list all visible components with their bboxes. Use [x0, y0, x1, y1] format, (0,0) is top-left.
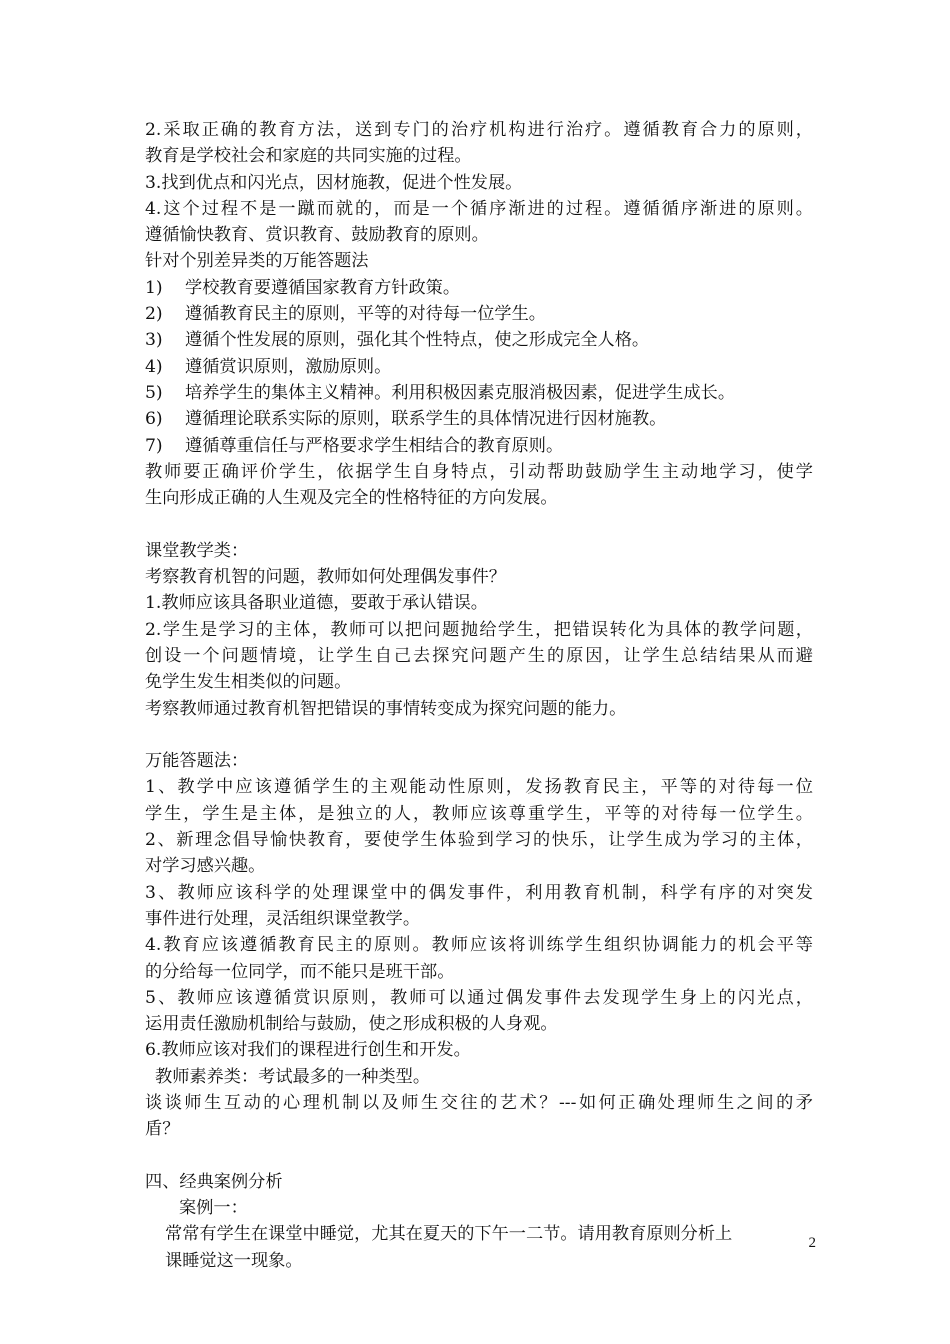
numbered-item	[145, 433, 813, 459]
paragraph-line: 创设一个问题情境，让学生自己去探究问题产生的原因，让学生总结结果从而避	[145, 645, 813, 666]
paragraph-line: 教师素养类：考试最多的一种类型。	[155, 1066, 431, 1087]
paragraph-line: 遵循愉快教育、赏识教育、鼓励教育的原则。	[145, 225, 489, 246]
section-heading: 万能答题法：	[145, 751, 249, 772]
numbered-item	[145, 327, 813, 353]
item-text: 学校教育要遵循国家教育方针政策。	[185, 277, 461, 298]
item-text: 培养学生的集体主义精神。利用积极因素克服消极因素，促进学生成长。	[185, 382, 736, 403]
numbered-item	[145, 354, 813, 380]
paragraph-line: 5、教师应该遵循赏识原则，教师可以通过偶发事件去发现学生身上的闪光点，	[145, 987, 813, 1008]
case-title: 案例一：	[179, 1198, 248, 1219]
paragraph-line: 的分给每一位同学，而不能只是班干部。	[145, 961, 455, 982]
item-text: 遵循尊重信任与严格要求学生相结合的教育原则。	[185, 435, 564, 456]
item-text: 遵循理论联系实际的原则，联系学生的具体情况进行因材施教。	[185, 409, 667, 430]
paragraph-line: 考察教师通过教育机智把错误的事情转变成为探究问题的能力。	[145, 698, 627, 719]
paragraph-line: 运用责任激励机制给与鼓励，使之形成积极的人身观。	[145, 1014, 558, 1035]
paragraph-line: 生向形成正确的人生观及完全的性格特征的方向发展。	[145, 488, 558, 509]
section-heading: 针对个别差异类的万能答题法	[145, 251, 369, 272]
paragraph-line: 2.采取正确的教育方法，送到专门的治疗机构进行治疗。遵循教育合力的原则，	[145, 120, 813, 140]
paragraph-line: 教师要正确评价学生，依据学生自身特点，引动帮助鼓励学生主动地学习，使学	[145, 461, 813, 482]
section-heading: 四、经典案例分析	[145, 1171, 283, 1192]
paragraph-line: 4.教育应该遵循教育民主的原则。教师应该将训练学生组织协调能力的机会平等	[145, 935, 813, 956]
blank-line	[145, 722, 813, 748]
item-number: 3)	[145, 330, 163, 351]
item-number: 2)	[145, 304, 163, 325]
document-body	[145, 117, 813, 1274]
section-heading: 课堂教学类：	[145, 540, 249, 561]
numbered-item	[145, 380, 813, 406]
paragraph-line: 1.教师应该具备职业道德，要敢于承认错误。	[145, 593, 488, 614]
paragraph-line: 2.学生是学习的主体，教师可以把问题抛给学生，把错误转化为具体的教学问题，	[145, 619, 813, 640]
paragraph-line: 对学习感兴趣。	[145, 856, 266, 877]
question-line: 考察教育机智的问题，教师如何处理偶发事件？	[145, 567, 506, 588]
item-number: 6)	[145, 409, 163, 430]
paragraph-line: 谈谈师生互动的心理机制以及师生交往的艺术？---如何正确处理师生之间的矛	[145, 1092, 813, 1113]
paragraph-line: 4.这个过程不是一蹴而就的，而是一个循序渐进的过程。遵循循序渐进的原则。	[145, 198, 813, 219]
paragraph-line: 2、新理念倡导愉快教育，要使学生体验到学习的快乐，让学生成为学习的主体，	[145, 830, 813, 851]
numbered-item	[145, 406, 813, 432]
paragraph-line: 课睡觉这一现象。	[165, 1250, 303, 1271]
paragraph-line: 3、教师应该科学的处理课堂中的偶发事件，利用教育机制，科学有序的对突发	[145, 882, 813, 903]
item-text: 遵循赏识原则，激励原则。	[185, 356, 392, 377]
numbered-item	[145, 301, 813, 327]
page-number: 2	[808, 1235, 816, 1251]
item-number: 7)	[145, 435, 163, 456]
item-text: 遵循个性发展的原则，强化其个性特点，使之形成完全人格。	[185, 330, 650, 351]
item-text: 遵循教育民主的原则，平等的对待每一位学生。	[185, 304, 546, 325]
paragraph-line: 盾？	[145, 1119, 180, 1140]
item-number: 1)	[145, 277, 163, 298]
paragraph-line: 学生，学生是主体，是独立的人，教师应该尊重学生，平等的对待每一位学生。	[145, 803, 813, 824]
paragraph-line: 免学生发生相类似的问题。	[145, 672, 352, 693]
paragraph-line: 事件进行处理，灵活组织课堂教学。	[145, 908, 421, 929]
numbered-item	[145, 275, 813, 301]
item-number: 4)	[145, 356, 163, 377]
paragraph-line: 6.教师应该对我们的课程进行创生和开发。	[145, 1040, 471, 1061]
blank-line	[145, 511, 813, 537]
paragraph-line: 常常有学生在课堂中睡觉，尤其在夏天的下午一二节。请用教育原则分析上	[165, 1224, 733, 1245]
paragraph-line: 教育是学校社会和家庭的共同实施的过程。	[145, 146, 472, 167]
item-number: 5)	[145, 382, 163, 403]
blank-line	[145, 1143, 813, 1169]
paragraph-line: 3.找到优点和闪光点，因材施教，促进个性发展。	[145, 172, 523, 193]
paragraph-line: 1、教学中应该遵循学生的主观能动性原则，发扬教育民主，平等的对待每一位	[145, 777, 813, 798]
